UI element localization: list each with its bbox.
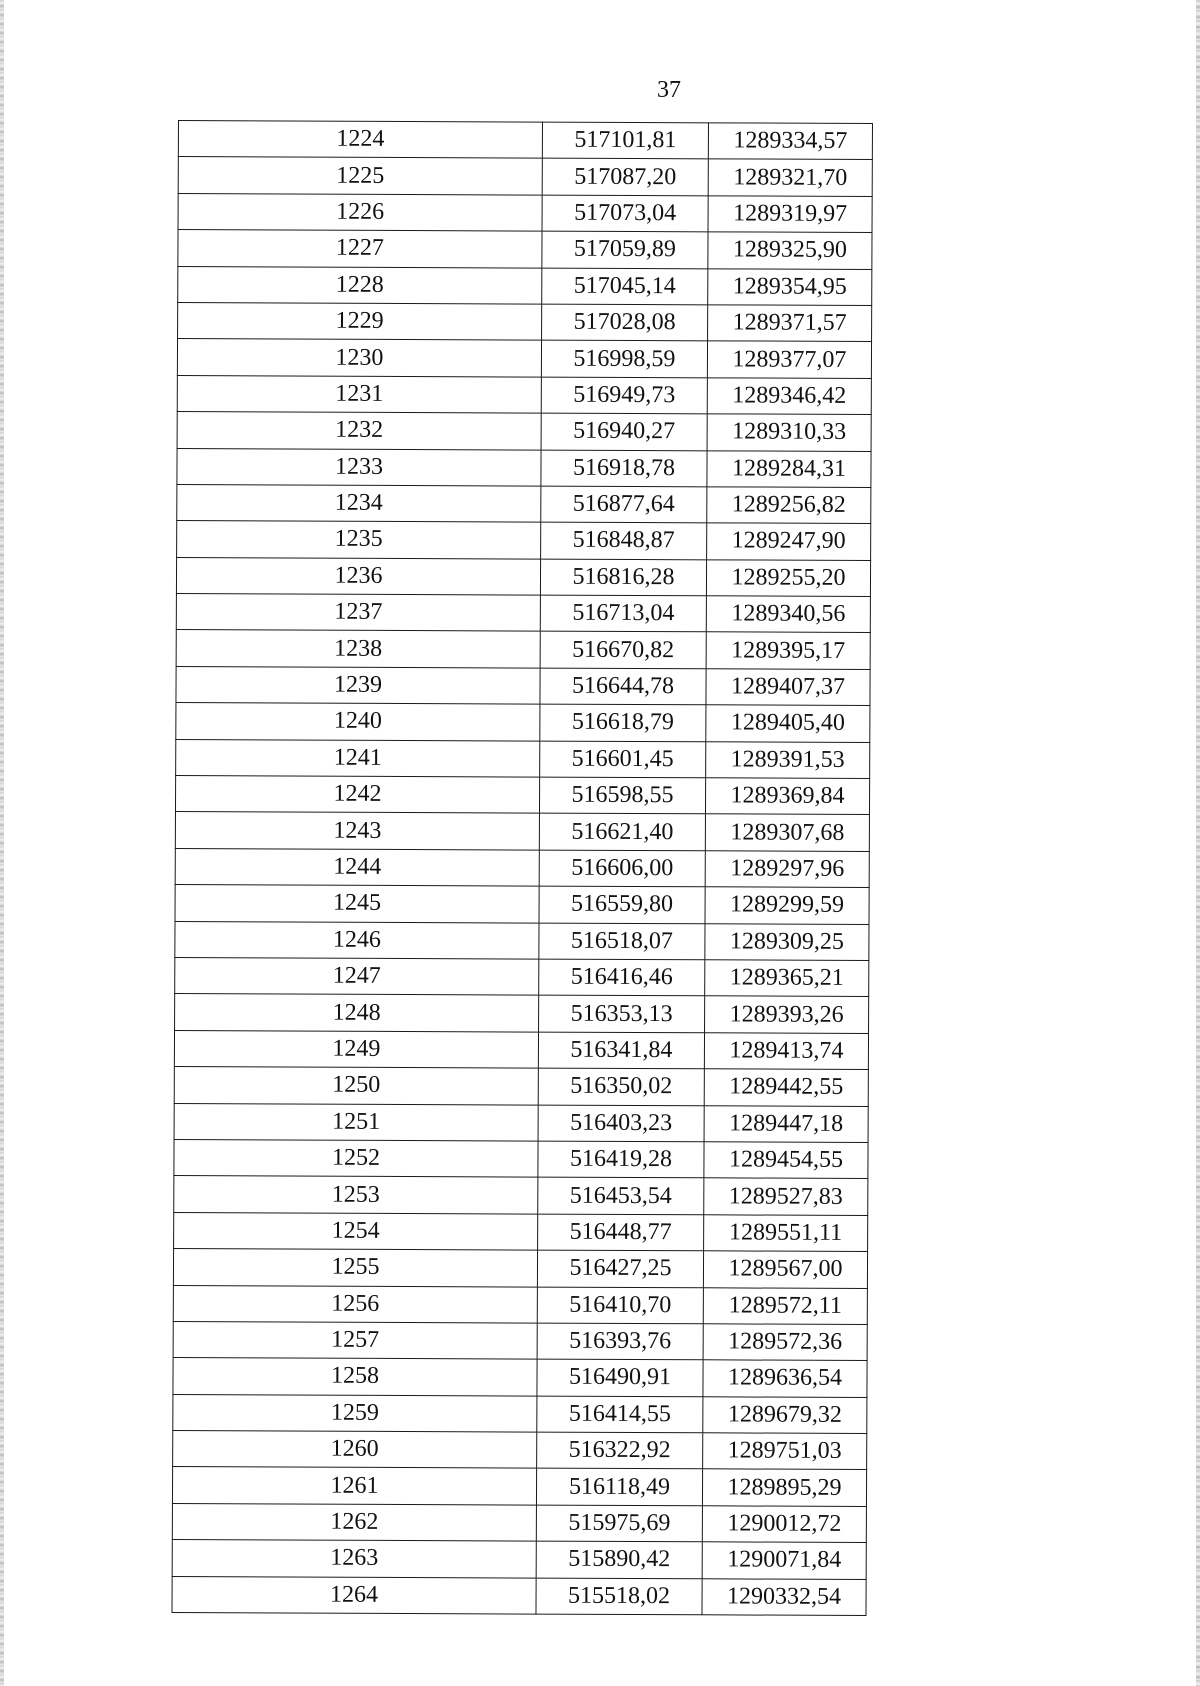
table-row [176, 703, 870, 742]
table-row [174, 1212, 868, 1251]
point-number-cell: 1253 [174, 1176, 538, 1214]
table-row [174, 1067, 868, 1106]
point-number-cell: 1241 [176, 739, 540, 777]
y-coordinate-cell: 1289751,03 [703, 1433, 867, 1470]
table-row [173, 1394, 867, 1433]
y-coordinate-cell: 1289297,96 [705, 851, 869, 888]
y-coordinate-cell: 1289527,83 [704, 1178, 868, 1215]
x-coordinate-cell: 516598,55 [539, 777, 705, 814]
table-row [178, 193, 872, 232]
y-coordinate-cell: 1289309,25 [705, 923, 869, 960]
x-coordinate-cell: 516621,40 [539, 814, 705, 851]
point-number-cell: 1263 [172, 1540, 536, 1578]
point-number-cell: 1246 [175, 921, 539, 959]
x-coordinate-cell: 516350,02 [538, 1068, 704, 1105]
x-coordinate-cell: 516918,78 [541, 450, 707, 487]
y-coordinate-cell: 1290012,72 [702, 1506, 866, 1543]
y-coordinate-cell: 1289346,42 [707, 378, 871, 415]
point-number-cell: 1257 [173, 1321, 537, 1359]
x-coordinate-cell: 516816,28 [540, 559, 706, 596]
table-row [177, 484, 871, 523]
point-number-cell: 1252 [174, 1139, 538, 1177]
table-row [176, 594, 870, 633]
y-coordinate-cell: 1289371,57 [708, 305, 872, 342]
point-number-cell: 1225 [178, 157, 542, 195]
x-coordinate-cell: 516341,84 [538, 1032, 704, 1069]
point-number-cell: 1259 [173, 1394, 537, 1432]
y-coordinate-cell: 1289354,95 [708, 268, 872, 305]
table-row [177, 339, 871, 378]
y-coordinate-cell: 1289551,11 [704, 1215, 868, 1252]
point-number-cell: 1233 [177, 448, 541, 486]
table-row [178, 121, 872, 160]
x-coordinate-cell: 516118,49 [536, 1469, 702, 1506]
point-number-cell: 1247 [175, 957, 539, 995]
x-coordinate-cell: 515518,02 [536, 1578, 702, 1615]
table-row [177, 375, 871, 414]
y-coordinate-cell: 1289442,55 [704, 1069, 868, 1106]
table-row [174, 1030, 868, 1069]
table-row [173, 1321, 867, 1360]
point-number-cell: 1239 [176, 666, 540, 704]
x-coordinate-cell: 516940,27 [541, 413, 707, 450]
x-coordinate-cell: 515890,42 [536, 1541, 702, 1578]
y-coordinate-cell: 1289454,55 [704, 1142, 868, 1179]
y-coordinate-cell: 1289405,40 [706, 705, 870, 742]
x-coordinate-cell: 516848,87 [541, 522, 707, 559]
x-coordinate-cell: 516490,91 [537, 1359, 703, 1396]
coordinates-table-body [172, 121, 873, 1616]
y-coordinate-cell: 1289679,32 [703, 1396, 867, 1433]
table-row [172, 1540, 866, 1579]
table-row [176, 739, 870, 778]
point-number-cell: 1231 [177, 375, 541, 413]
x-coordinate-cell: 516416,46 [539, 959, 705, 996]
x-coordinate-cell: 516644,78 [540, 668, 706, 705]
point-number-cell: 1260 [173, 1431, 537, 1469]
coordinates-table [171, 120, 873, 1616]
point-number-cell: 1249 [174, 1030, 538, 1068]
table-row [175, 885, 869, 924]
x-coordinate-cell: 517073,04 [542, 195, 708, 232]
x-coordinate-cell: 516998,59 [541, 340, 707, 377]
point-number-cell: 1251 [174, 1103, 538, 1141]
table-row [178, 157, 872, 196]
x-coordinate-cell: 517101,81 [542, 122, 708, 159]
point-number-cell: 1254 [174, 1212, 538, 1250]
point-number-cell: 1261 [172, 1467, 536, 1505]
x-coordinate-cell: 516606,00 [539, 850, 705, 887]
y-coordinate-cell: 1289377,07 [707, 341, 871, 378]
y-coordinate-cell: 1289325,90 [708, 232, 872, 269]
point-number-cell: 1245 [175, 885, 539, 923]
point-number-cell: 1250 [174, 1067, 538, 1105]
table-row [175, 957, 869, 996]
y-coordinate-cell: 1289365,21 [705, 960, 869, 997]
y-coordinate-cell: 1289310,33 [707, 414, 871, 451]
x-coordinate-cell: 517059,89 [542, 231, 708, 268]
y-coordinate-cell: 1289447,18 [704, 1105, 868, 1142]
table-row [177, 412, 871, 451]
x-coordinate-cell: 516618,79 [540, 704, 706, 741]
point-number-cell: 1226 [178, 193, 542, 231]
y-coordinate-cell: 1290332,54 [702, 1578, 866, 1615]
table-row [175, 994, 869, 1033]
table-row [176, 557, 870, 596]
y-coordinate-cell: 1289572,11 [703, 1287, 867, 1324]
x-coordinate-cell: 516559,80 [539, 886, 705, 923]
table-row [172, 1576, 866, 1615]
x-coordinate-cell: 517028,08 [542, 304, 708, 341]
point-number-cell: 1238 [176, 630, 540, 668]
table-row [172, 1503, 866, 1542]
point-number-cell: 1243 [175, 812, 539, 850]
table-row [174, 1176, 868, 1215]
x-coordinate-cell: 516414,55 [537, 1396, 703, 1433]
x-coordinate-cell: 516713,04 [540, 595, 706, 632]
table-row [177, 521, 871, 560]
point-number-cell: 1236 [176, 557, 540, 595]
x-coordinate-cell: 516518,07 [539, 923, 705, 960]
point-number-cell: 1242 [175, 776, 539, 814]
y-coordinate-cell: 1289391,53 [706, 741, 870, 778]
y-coordinate-cell: 1289256,82 [707, 487, 871, 524]
x-coordinate-cell: 516448,77 [538, 1214, 704, 1251]
y-coordinate-cell: 1289567,00 [703, 1251, 867, 1288]
y-coordinate-cell: 1289307,68 [705, 814, 869, 851]
y-coordinate-cell: 1289255,20 [706, 559, 870, 596]
x-coordinate-cell: 516949,73 [541, 377, 707, 414]
point-number-cell: 1264 [172, 1576, 536, 1614]
point-number-cell: 1229 [178, 302, 542, 340]
point-number-cell: 1224 [178, 121, 542, 159]
table-row [173, 1285, 867, 1324]
x-coordinate-cell: 517087,20 [542, 158, 708, 195]
point-number-cell: 1228 [178, 266, 542, 304]
point-number-cell: 1235 [177, 521, 541, 559]
x-coordinate-cell: 516322,92 [537, 1432, 703, 1469]
x-coordinate-cell: 515975,69 [536, 1505, 702, 1542]
x-coordinate-cell: 516670,82 [540, 632, 706, 669]
y-coordinate-cell: 1289247,90 [707, 523, 871, 560]
point-number-cell: 1258 [173, 1358, 537, 1396]
table-row [175, 921, 869, 960]
page-number: 37 [657, 77, 681, 103]
table-row [174, 1103, 868, 1142]
scan-edge-left [0, 0, 4, 1686]
table-row [176, 666, 870, 705]
x-coordinate-cell: 516353,13 [539, 995, 705, 1032]
table-row [178, 266, 872, 305]
x-coordinate-cell: 517045,14 [542, 268, 708, 305]
y-coordinate-cell: 1289413,74 [704, 1033, 868, 1070]
x-coordinate-cell: 516393,76 [537, 1323, 703, 1360]
x-coordinate-cell: 516419,28 [538, 1141, 704, 1178]
x-coordinate-cell: 516453,54 [538, 1177, 704, 1214]
point-number-cell: 1248 [175, 994, 539, 1032]
point-number-cell: 1227 [178, 230, 542, 268]
y-coordinate-cell: 1289395,17 [706, 632, 870, 669]
scan-edge-right [1196, 0, 1200, 1686]
y-coordinate-cell: 1289393,26 [705, 996, 869, 1033]
y-coordinate-cell: 1289321,70 [708, 159, 872, 196]
point-number-cell: 1240 [176, 703, 540, 741]
y-coordinate-cell: 1289895,29 [702, 1469, 866, 1506]
y-coordinate-cell: 1289334,57 [708, 123, 872, 160]
table-row [175, 848, 869, 887]
table-row [178, 302, 872, 341]
y-coordinate-cell: 1289636,54 [703, 1360, 867, 1397]
x-coordinate-cell: 516601,45 [540, 741, 706, 778]
point-number-cell: 1262 [172, 1503, 536, 1541]
table-row [172, 1467, 866, 1506]
table-row [173, 1249, 867, 1288]
table-row [177, 448, 871, 487]
table-row [173, 1358, 867, 1397]
x-coordinate-cell: 516427,25 [537, 1250, 703, 1287]
point-number-cell: 1230 [177, 339, 541, 377]
x-coordinate-cell: 516410,70 [537, 1287, 703, 1324]
y-coordinate-cell: 1289572,36 [703, 1324, 867, 1361]
point-number-cell: 1255 [173, 1249, 537, 1287]
table-row [175, 776, 869, 815]
y-coordinate-cell: 1289299,59 [705, 887, 869, 924]
y-coordinate-cell: 1289407,37 [706, 669, 870, 706]
point-number-cell: 1256 [173, 1285, 537, 1323]
point-number-cell: 1232 [177, 412, 541, 450]
x-coordinate-cell: 516403,23 [538, 1105, 704, 1142]
table-row [178, 230, 872, 269]
y-coordinate-cell: 1290071,84 [702, 1542, 866, 1579]
point-number-cell: 1234 [177, 484, 541, 522]
table-row [175, 812, 869, 851]
x-coordinate-cell: 516877,64 [541, 486, 707, 523]
y-coordinate-cell: 1289319,97 [708, 196, 872, 233]
y-coordinate-cell: 1289284,31 [707, 450, 871, 487]
y-coordinate-cell: 1289340,56 [706, 596, 870, 633]
table-row [174, 1139, 868, 1178]
table-row [173, 1431, 867, 1470]
table-row [176, 630, 870, 669]
y-coordinate-cell: 1289369,84 [705, 778, 869, 815]
point-number-cell: 1237 [176, 594, 540, 632]
point-number-cell: 1244 [175, 848, 539, 886]
